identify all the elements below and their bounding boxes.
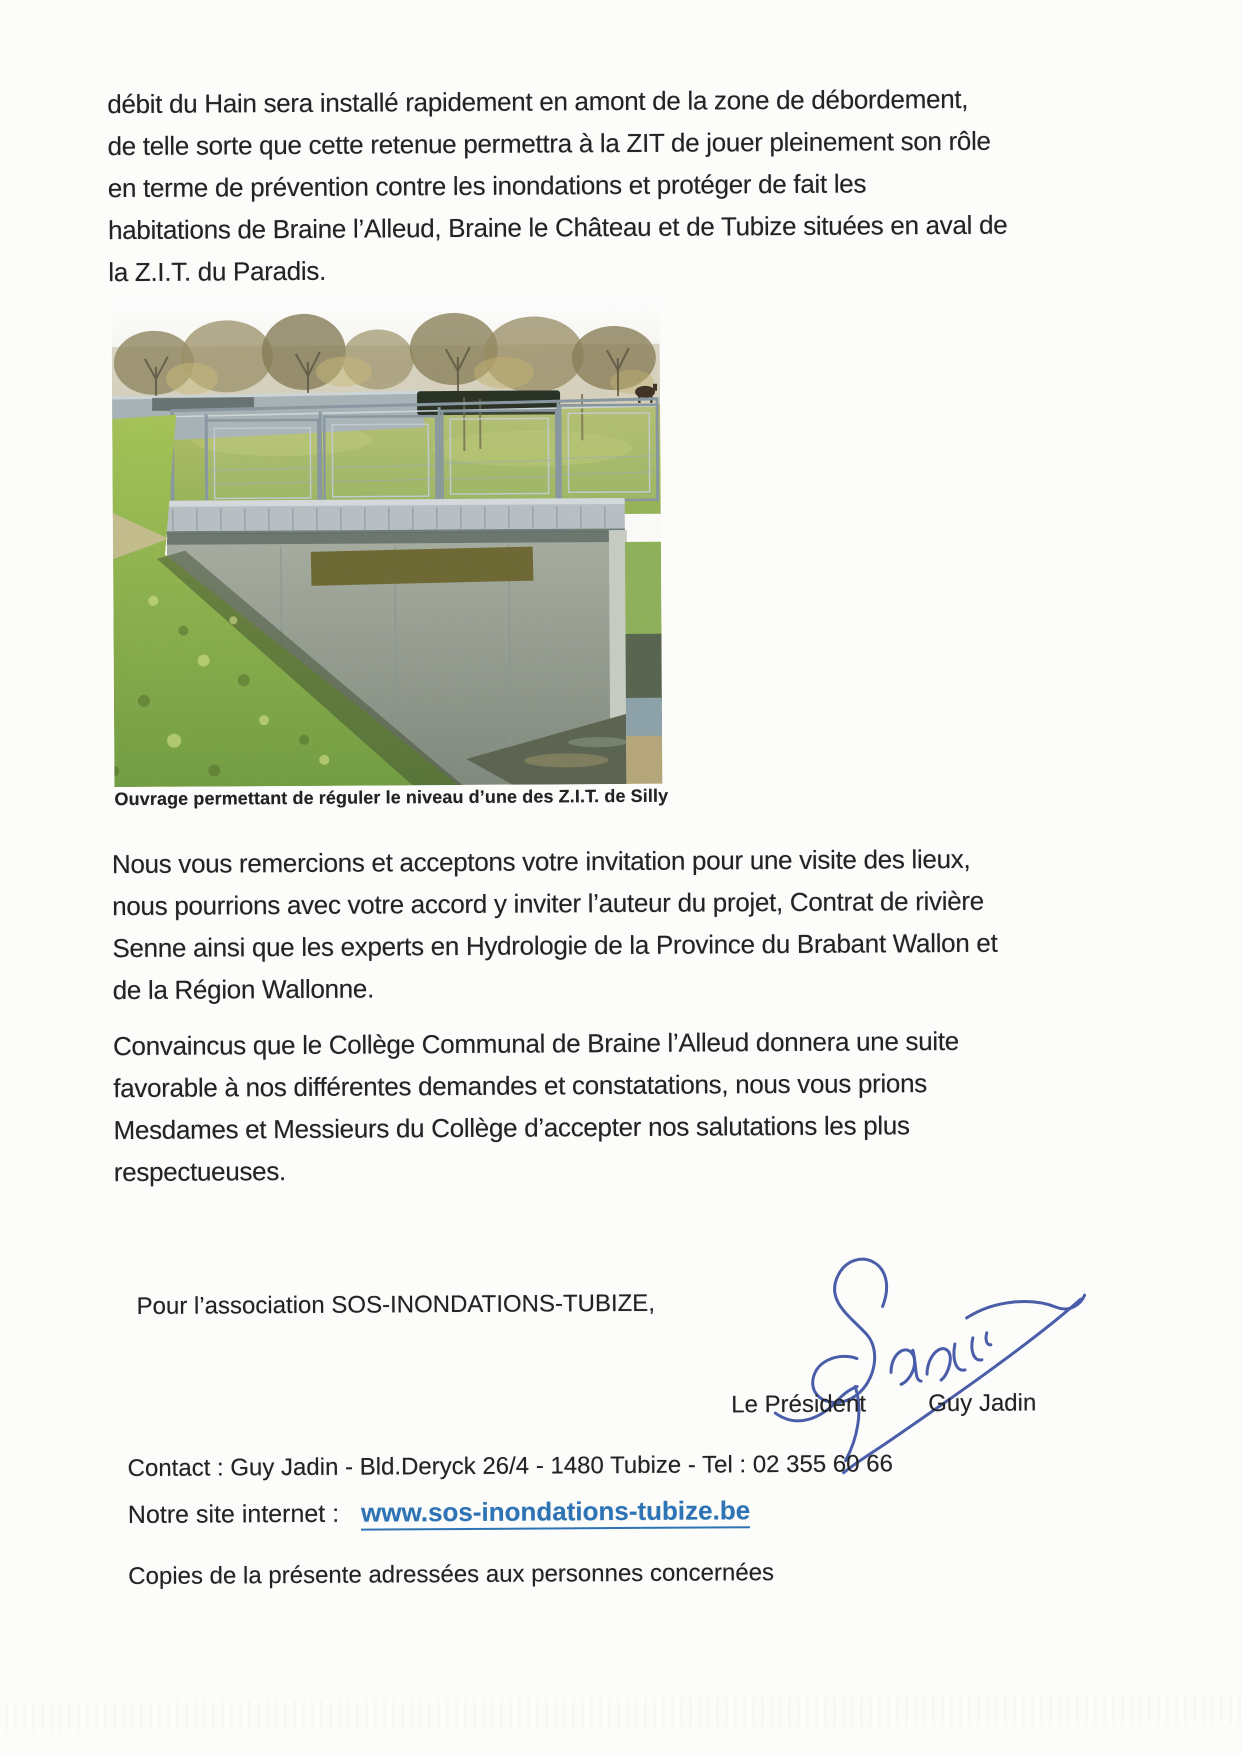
- association-line: Pour l’association SOS-INONDATIONS-TUBIZE,: [136, 1289, 656, 1320]
- text-line: Nous vous remercions et acceptons votre invitation pour une visite des lieux,: [111, 843, 971, 880]
- website-label: Notre site internet :: [127, 1499, 340, 1530]
- president-title: Le Président: [731, 1390, 867, 1419]
- paragraph-intro: [107, 78, 1008, 293]
- signature-stroke: [843, 1299, 1082, 1472]
- photo-right-bank: [625, 542, 662, 784]
- president-name: Guy Jadin: [928, 1389, 1037, 1418]
- photo-regulation-structure: [111, 298, 662, 787]
- paragraph-invitation: [112, 838, 998, 1011]
- signature-stroke: [891, 1333, 991, 1385]
- contact-line: Contact : Guy Jadin - Bld.Deryck 26/4 - 1480 Tubize - Tel : 02 355 60 66: [127, 1450, 894, 1483]
- text-line: respectueuses.: [113, 1156, 287, 1188]
- text-line: favorable à nos différentes demandes et constatations, nous vous prions: [113, 1068, 927, 1104]
- website-line: [128, 1495, 750, 1530]
- scan-noise-band: [5, 1694, 1242, 1732]
- signature-stroke: [812, 1259, 887, 1403]
- text-line: la Z.I.T. du Paradis.: [108, 255, 327, 288]
- website-link[interactable]: www.sos-inondations-tubize.be: [361, 1495, 750, 1530]
- text-line: Senne ainsi que les experts en Hydrologie de la Province du Brabant Wallon et: [112, 927, 998, 964]
- text-line: habitations de Braine l’Alleud, Braine le Château et de Tubize situées en aval de: [107, 209, 1008, 246]
- text-line: en terme de prévention contre les inondations et protéger de fait les: [107, 168, 867, 204]
- photo-caption: Ouvrage permettant de réguler le niveau d’une des Z.I.T. de Silly: [114, 785, 669, 810]
- text-line: nous pourrions avec votre accord y inviter l’auteur du projet, Contrat de rivière: [112, 885, 984, 922]
- signature-handwritten: [750, 1233, 1101, 1475]
- text-line: débit du Hain sera installé rapidement en amont de la zone de débordement,: [107, 83, 969, 120]
- photo-deck: [161, 498, 625, 546]
- text-line: de telle sorte que cette retenue permettra à la ZIT de jouer pleinement son rôle: [107, 125, 991, 162]
- text-line: de la Région Wallonne.: [112, 973, 375, 1006]
- text-line: Mesdames et Messieurs du Collège d’accepter nos salutations les plus: [113, 1110, 910, 1146]
- text-line: Convaincus que le Collège Communal de Braine l’Alleud donnera une suite: [112, 1025, 960, 1062]
- paragraph-closing: [113, 1020, 960, 1193]
- copies-line: Copies de la présente adressées aux personnes concernées: [128, 1559, 775, 1591]
- signature-stroke: [967, 1295, 1085, 1318]
